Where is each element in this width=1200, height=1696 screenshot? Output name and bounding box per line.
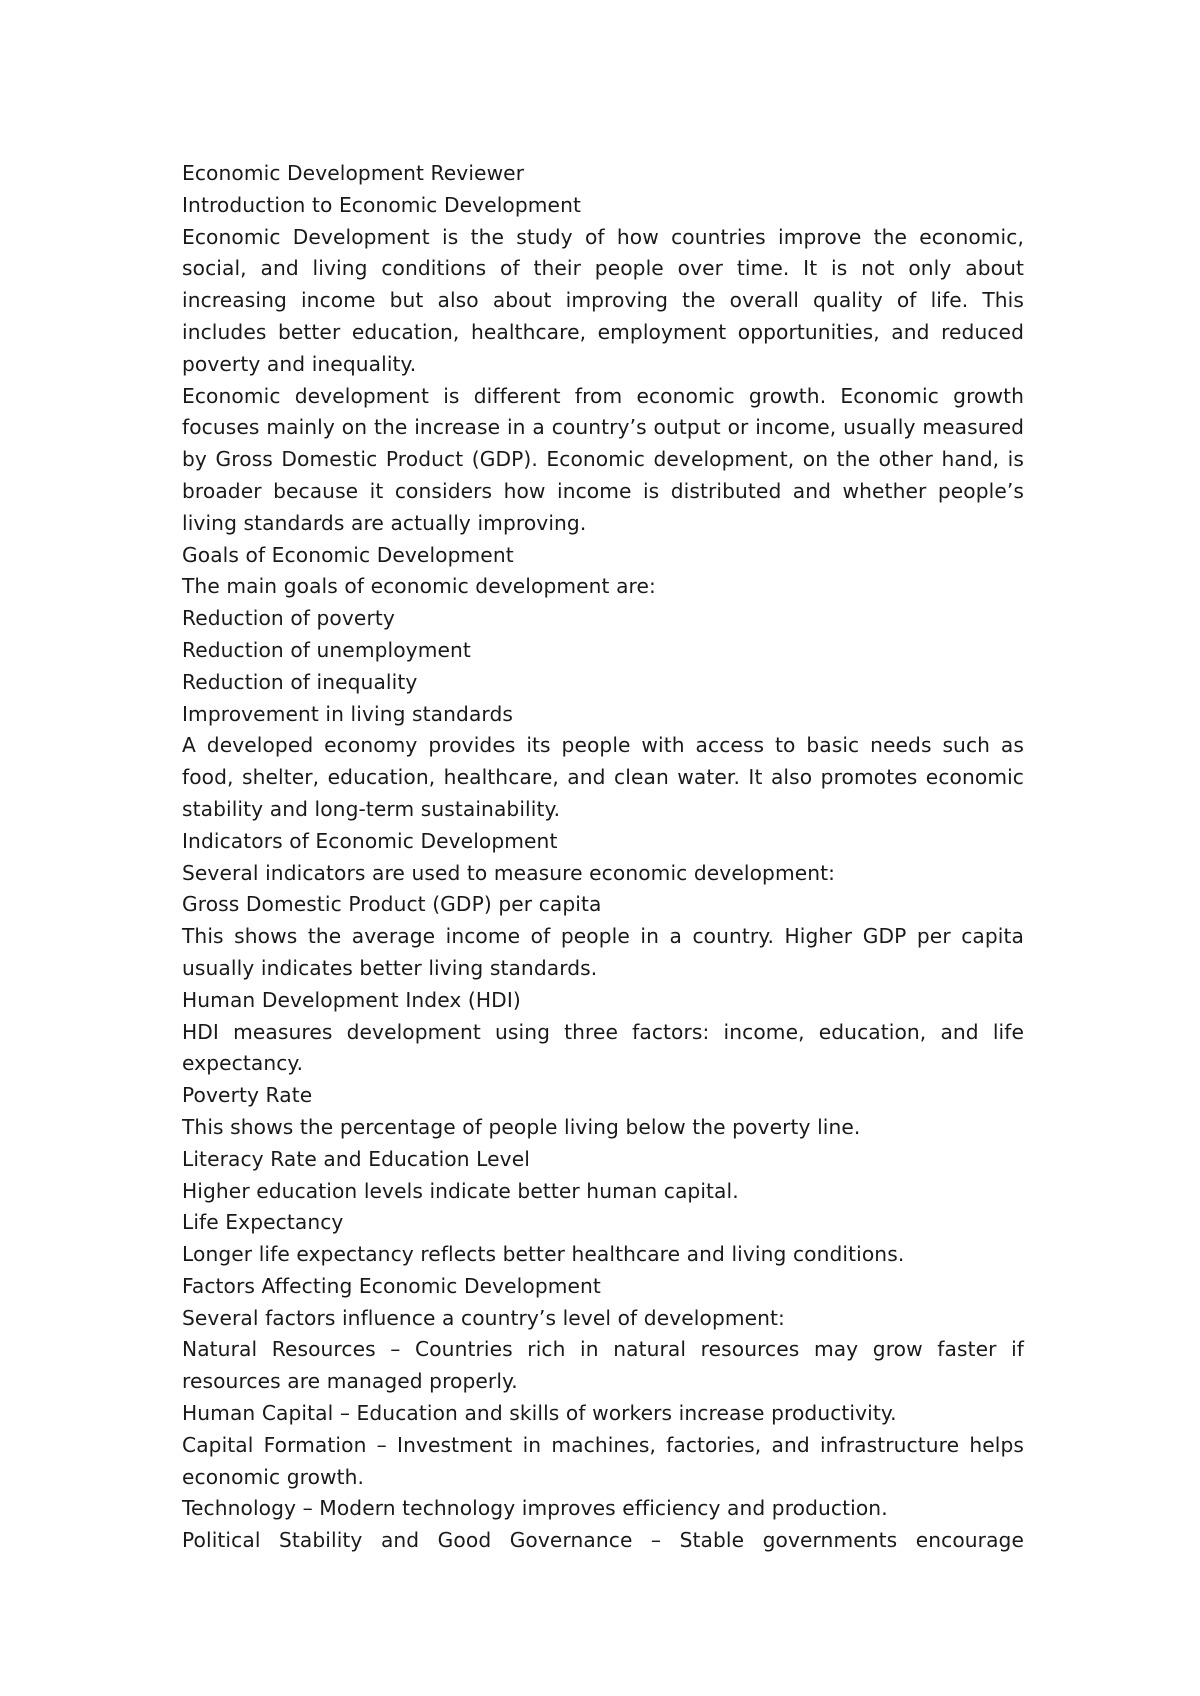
section-heading-factors: Factors Affecting Economic Development — [182, 1273, 601, 1298]
indicator-description: This shows the percentage of people living below the poverty line. — [182, 1114, 861, 1139]
indicators-intro: Several indicators are used to measure economic development: — [182, 860, 836, 885]
section-heading-goals: Goals of Economic Development — [182, 542, 514, 567]
document-body — [182, 158, 1024, 1557]
goal-item: Reduction of unemployment — [182, 637, 471, 662]
paragraph-goals: A developed economy provides its people with access to basic needs such as food, shelter, education, healthcare, and clean water. It also promotes economic stability and long-term sustainability. — [182, 733, 1024, 821]
section-heading-introduction: Introduction to Economic Development — [182, 192, 581, 217]
goal-item: Reduction of inequality — [182, 669, 418, 694]
goal-item: Reduction of poverty — [182, 606, 395, 631]
factor-item: Capital Formation – Investment in machines, factories, and infrastructure helps economic growth. — [182, 1432, 1024, 1489]
factors-intro: Several factors influence a country’s level of development: — [182, 1305, 785, 1330]
document-title: Economic Development Reviewer — [182, 161, 525, 185]
factor-item: Political Stability and Good Governance – Stable governments encourage — [182, 1528, 1024, 1553]
paragraph-intro-1: Economic Development is the study of how countries improve the economic, social, and living conditions of their people over time. It is not only about increasing income but also about improving the overall quality of life. This includes better education, healthcare, employment opportunities, and reduced poverty and inequality. — [182, 224, 1024, 376]
indicator-description: HDI measures development using three factors: income, education, and life expectancy. — [182, 1019, 1024, 1076]
indicator-description: Longer life expectancy reflects better healthcare and living conditions. — [182, 1242, 905, 1267]
indicator-name: Literacy Rate and Education Level — [182, 1146, 530, 1171]
factor-item: Technology – Modern technology improves efficiency and production. — [182, 1496, 888, 1521]
indicator-name: Poverty Rate — [182, 1083, 313, 1108]
factor-item: Natural Resources – Countries rich in natural resources may grow faster if resources are managed properly. — [182, 1337, 1024, 1394]
indicator-name: Gross Domestic Product (GDP) per capita — [182, 892, 602, 917]
indicator-name: Human Development Index (HDI) — [182, 987, 521, 1012]
factor-item: Human Capital – Education and skills of workers increase productivity. — [182, 1401, 897, 1426]
indicator-description: This shows the average income of people in a country. Higher GDP per capita usually indicates better living standards. — [182, 924, 1024, 980]
indicator-description: Higher education levels indicate better human capital. — [182, 1178, 739, 1203]
indicator-name: Life Expectancy — [182, 1210, 344, 1235]
section-heading-indicators: Indicators of Economic Development — [182, 828, 558, 853]
paragraph-intro-2: Economic development is different from economic growth. Economic growth focuses mainly on the increase in a country’s output or income, usually measured by Gross Domestic Product (GDP). Economic development, on the other hand, is broader because it considers how income is distributed and whether people’s living standards are actually improving. — [182, 383, 1024, 535]
goal-item: Improvement in living standards — [182, 701, 513, 726]
goals-intro: The main goals of economic development are: — [182, 574, 656, 599]
